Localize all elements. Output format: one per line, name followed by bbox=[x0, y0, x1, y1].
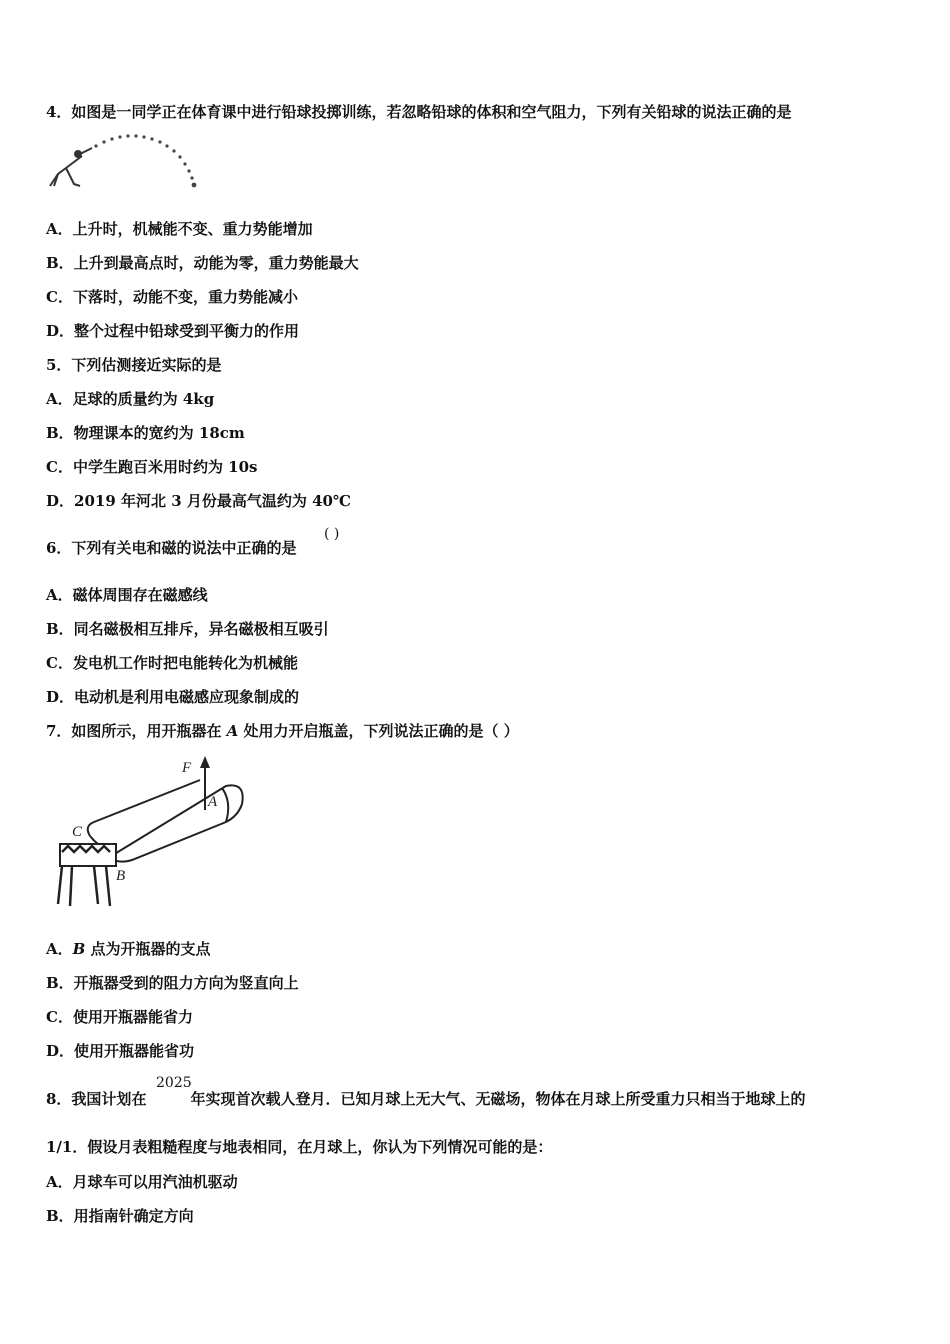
q5-stem: 5．下列估测接近实际的是 bbox=[46, 356, 222, 374]
shot-put-figure bbox=[44, 134, 204, 194]
q4-option-a: A．上升时，机械能不变、重力势能增加 bbox=[46, 220, 313, 238]
q8-year: 2025 bbox=[156, 1075, 192, 1091]
q7-option-a: A．B 点为开瓶器的支点 bbox=[46, 940, 211, 958]
q6-option-b: B．同名磁极相互排斥，异名磁极相互吸引 bbox=[46, 620, 329, 638]
q4-option-d: D．整个过程中铅球受到平衡力的作用 bbox=[46, 322, 300, 340]
q7-option-c: C．使用开瓶器能省力 bbox=[46, 1008, 193, 1026]
q7-option-d: D．使用开瓶器能省功 bbox=[46, 1042, 195, 1060]
q5-option-b: B．物理课本的宽约为 18cm bbox=[46, 424, 245, 442]
q5-option-c: C．中学生跑百米用时约为 10s bbox=[46, 458, 258, 476]
q4-option-b: B．上升到最高点时，动能为零，重力势能最大 bbox=[46, 254, 359, 272]
q6-answer-paren: ( ) bbox=[324, 526, 340, 542]
q4-option-c: C．下落时，动能不变，重力势能减小 bbox=[46, 288, 298, 306]
q5-option-a: A．足球的质量约为 4kg bbox=[46, 390, 215, 408]
q6-stem: 6．下列有关电和磁的说法中正确的是 bbox=[46, 539, 297, 557]
label-f: F bbox=[182, 760, 192, 776]
q8-option-b: B．用指南针确定方向 bbox=[46, 1207, 194, 1225]
q8-stem-line2: 1/1．假设月表粗糙程度与地表相同，在月球上，你认为下列情况可能的是： bbox=[46, 1138, 553, 1156]
label-b: B bbox=[116, 868, 126, 884]
q5-option-d: D．2019 年河北 3 月份最高气温约为 40℃ bbox=[46, 492, 351, 510]
q6-option-a: A．磁体周围存在磁感线 bbox=[46, 586, 208, 604]
q6-option-c: C．发电机工作时把电能转化为机械能 bbox=[46, 654, 298, 672]
q8-option-a: A．月球车可以用汽油机驱动 bbox=[46, 1173, 238, 1191]
q7-stem: 7．如图所示，用开瓶器在 A 处用力开启瓶盖，下列说法正确的是（ ） bbox=[46, 722, 519, 740]
label-a: A bbox=[208, 794, 218, 810]
label-c: C bbox=[72, 824, 83, 840]
q6-option-d: D．电动机是利用电磁感应现象制成的 bbox=[46, 688, 300, 706]
q7-option-b: B．开瓶器受到的阻力方向为竖直向上 bbox=[46, 974, 299, 992]
q8-stem: 8．我国计划在 年实现首次载人登月．已知月球上无大气、无磁场，物体在月球上所受重力只相当于地球上的 bbox=[46, 1090, 806, 1108]
bottle-opener-figure bbox=[50, 756, 250, 908]
q4-stem: 4．如图是一同学正在体育课中进行铅球投掷训练，若忽略铅球的体积和空气阻力，下列有关铅球的说法正确的是 bbox=[46, 103, 792, 121]
